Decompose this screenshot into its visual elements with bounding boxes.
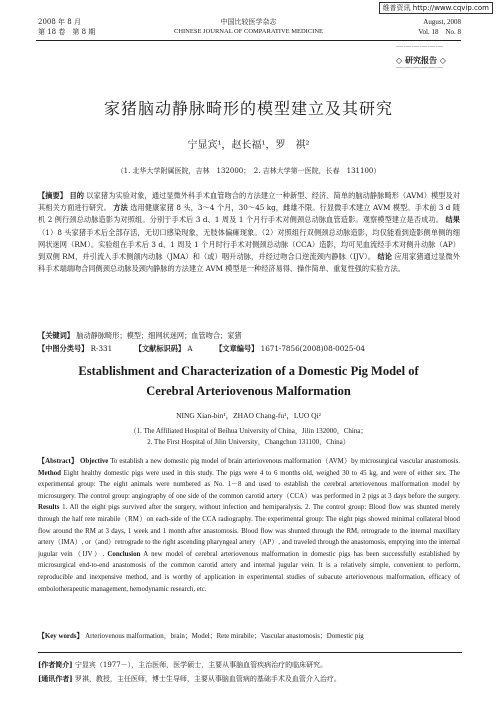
author-bio-text: 宁显宾（1977－），主治医师，医学硕士，主要从事脑血管疾病治疗的临床研究。	[74, 661, 328, 669]
clc-label: 【中图分类号】	[38, 344, 89, 353]
keywords-en	[38, 631, 460, 643]
articleno-value: 1671-7856(2008)08-0025-04	[260, 344, 365, 353]
issue-volume: 第 18 卷 第 8 期	[38, 28, 96, 36]
objective-text: 以家猪为实验对象，通过显微外科手术血管吻合的方法建立一种新型、经济、简单的脑动静脉畸形（AVM）模型及对其相关方面进行研究。	[38, 191, 460, 213]
keywords-en-label: 【Key words】	[38, 633, 84, 640]
abstract-en-label: 【Abstract】	[38, 458, 79, 465]
results-en-label: Results	[38, 504, 60, 512]
result-label: 结果	[445, 215, 460, 225]
clc-value: R-331	[90, 344, 113, 353]
doccode-value: A	[187, 344, 193, 353]
journal-name-cn: 中国比较医学杂志	[220, 18, 277, 26]
method-text: 选用健康家猪 8 头，3～4 个月，30～45 kg，雌雄不限。行显微手术建立 AVM 模型。手术前 3 d 随机 2 例行颈总动脉造影为对照组。分别于手术后 3 d、1 周及 1 个月行手术对侧颈总动脉血管造影。观察模型建立是否成功。	[38, 203, 460, 225]
keywords-en-text: Arteriovenous malformation，brain；Model；Rete mirabile；Vascular anastomosis；Domestic pig	[85, 633, 364, 640]
objective-en-text: To establish a new domestic pig model of brain arteriovenous malformation（AVM）by microsurgical vascular anastomosis.	[110, 458, 460, 465]
abstract-en	[38, 456, 460, 595]
conclusion-text: 应用家猪通过显微外科手术端端吻合同侧颈总动脉及颈内静脉的方法建立 AVM 模型是一种经济易得、操作简单、重复性强的实验方法。	[38, 252, 460, 274]
corresponding-text: 罗祺，教授，主任医师，博士生导师，主要从事脑血管病的基础手术及血管介入治疗。	[74, 675, 341, 683]
paper-title-en-line1: Establishment and Characterization of a Domestic Pig Model of	[78, 364, 419, 378]
objective-label: 目的	[69, 191, 85, 200]
corresponding-label: [通讯作者]	[38, 674, 73, 683]
authors-en: NING Xian-bin¹，ZHAO Chang-fu¹，LUO Qi²	[176, 411, 321, 420]
paper-title-cn: 家猪脑动静脉畸形的模型建立及其研究	[103, 99, 393, 118]
affiliation-en-1: （1. The Affiliated Hospital of Beihua University of China，Jilin 132000，China；	[129, 427, 368, 435]
result-text: （1）8 头家猪手术后全部存活，无切口感染现象，无肢体偏瘫现象。（2）对照组行双侧颈总动脉造影，均仅能看到造影侧单侧的细网状迷网（RM）。实验组在手术后 3 d、1 周及 1 个月时行手术对侧颈总动脉（CCA）造影，均可见血流经手术对侧升动脉（AP）到双侧 RM，并引流入手术侧颌内动脉（JMA）和（或）咽升动脉，并经过吻合口逆流颈内静脉（IJV）。	[38, 227, 460, 262]
tag-ornament-bottom: ﹋﹋﹋﹋﹋﹋	[396, 67, 444, 75]
abstract-label: 【摘要】	[38, 191, 68, 200]
classification-line	[38, 343, 460, 355]
section-tag	[396, 55, 446, 66]
author-bio	[38, 659, 462, 671]
keywords-label: 【关键词】	[38, 331, 74, 340]
objective-en-label: Objective	[80, 458, 109, 465]
conclusion-label: 结论	[377, 252, 393, 262]
method-en-label: Method	[38, 469, 61, 477]
watermark: 维普资讯 http://www.cqvip.com	[379, 2, 493, 14]
keywords-cn	[38, 330, 460, 342]
paper-title-en-line2: Cerebral Arteriovenous Malformation	[146, 384, 351, 398]
affiliation-cn: （1. 北华大学附属医院，吉林 132000； 2. 吉林大学第一医院，长春 131100）	[116, 167, 381, 175]
issue-volume-en: Vol. 18 No. 8	[418, 28, 461, 36]
bullet-icon: ◇	[439, 55, 446, 65]
bullet-icon: ◇	[396, 55, 403, 65]
header-rule	[36, 40, 461, 41]
method-en-text: Eight healthy domestic pigs were used in this study. The pigs were 4 to 6 months old, weighed 30 to 45 kg, and were of either sex. The experimental group: The eight animals were numbered as No. 1－8 and used to establish the cerebral arteriovenous malformation model by microsurgery. The control group: angiography of one side of the common carotid artery（CCA）was performed in 2 pigs at 3 days before the surgery.	[38, 469, 460, 500]
issue-date: 2008 年 8 月	[38, 18, 81, 26]
keywords-text: 脑动静脉畸形；模型；细网状迷网；血管吻合；家猪	[76, 331, 242, 340]
articleno-label: 【文章编号】	[215, 344, 259, 353]
journal-name-en: CHINESE JOURNAL OF COMPARATIVE MEDICINE	[173, 28, 324, 35]
results-en-text: 1. All the eight pigs survived after the surgery, without infection and hemiparalysis. 2. The control group: Blood flow was shunted merely through the half rete mirabile（RM）on each-side of the CCA radiography. The experimental group: The eight pigs showed minimal collateral blood flow around the RM at 3 days, 1 week and 1 month after anastomosis. Blood flow was shunted through the RM, retrograde to the internal maxillary artery（IMA）, or（and）retrograde to the right ascending pharyngeal artery（AP）, and traveled through the anastomosis, emptying into the internal jugular vein（IJV）.	[38, 504, 460, 558]
method-label: 方法	[113, 203, 128, 213]
corresponding-author	[38, 673, 462, 685]
conclusion-en-label: Conclusion	[107, 550, 141, 558]
author-bio-label: [作者简介]	[38, 660, 73, 669]
doccode-label: 【文献标识码】	[134, 344, 186, 353]
tag-ornament-top: ﹋﹋﹋﹋﹋﹋	[396, 46, 444, 54]
authors-cn: 宁显宾¹，赵长福¹，罗 祺²	[187, 140, 310, 151]
conclusion-en-text: A new model of cerebral arteriovenous malformation in domestic pigs has been successfully established by microsurgical end-to-end anastomosis of the common carotid artery and internal jugular vein. It is a relatively simple, convenient to perform, reproducible and inexpensive method, and is worthy of application in experimental studies of subacute arteriovenous malformation, efficacy of embolotherapeutic management, hemodynamic research, etc.	[38, 550, 460, 593]
affiliation-en-2: 2. The First Hospital of Jilin University，Changchun 131100，China）	[147, 438, 350, 446]
section-tag-label: 研究报告	[404, 55, 437, 65]
footnote-rule	[38, 652, 462, 653]
issue-date-en: August, 2008	[423, 18, 461, 26]
abstract-cn	[38, 190, 460, 275]
